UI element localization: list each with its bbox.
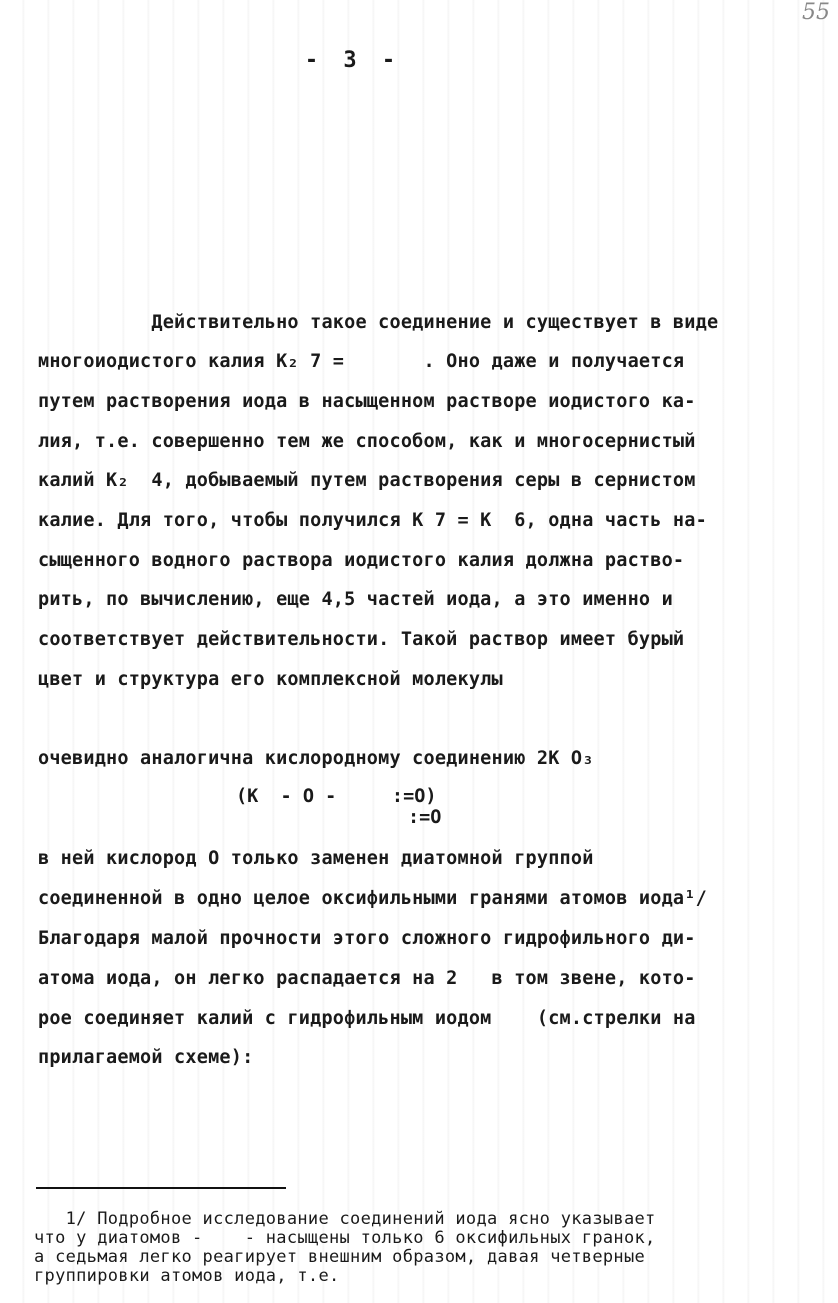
- text-line: очевидно аналогична кислородному соединению 2K O₃: [38, 748, 594, 769]
- text-line: атома иода, он легко распадается на 2 в том звене, кото-: [38, 968, 696, 989]
- text-line: в ней кислород O только заменен диатомной группой: [38, 848, 594, 869]
- footnote-line: что у диатомов - - насыщены только 6 оксифильных гранок,: [34, 1228, 656, 1248]
- text-line: калие. Для того, чтобы получился K 7 = K 6, одна часть на-: [38, 510, 707, 531]
- text-line: соответствует действительности. Такой раствор имеет бурый: [38, 629, 685, 650]
- text-line: цвет и структура его комплексной молекулы: [38, 669, 503, 690]
- footnote-line: а седьмая легко реагирует внешним образом, давая четверные: [34, 1247, 646, 1267]
- text-line: лия, т.е. совершенно тем же способом, как и многосернистый: [38, 431, 696, 452]
- text-line: калий K₂ 4, добываемый путем растворения серы в сернистом: [38, 470, 696, 491]
- page-number: - 3 -: [304, 48, 402, 73]
- text-line: Действительно такое соединение и существует в виде: [38, 312, 719, 333]
- footnote-line: группировки атомов иода, т.е.: [34, 1266, 340, 1286]
- corner-page-mark: 55: [802, 0, 830, 25]
- footnote-divider: [36, 1187, 286, 1189]
- text-line: рое соединяет калий с гидрофильным иодом (см.стрелки на: [38, 1008, 696, 1029]
- text-line: рить, по вычислению, еще 4,5 частей иода, а это именно и: [38, 589, 673, 610]
- text-line: прилагаемой схеме):: [38, 1047, 254, 1068]
- text-line: сыщенного водного раствора иодистого калия должна раство-: [38, 550, 685, 571]
- text-line: соединенной в одно целое оксифильными гранями атомов иода¹/: [38, 888, 707, 909]
- footnote-line: 1/ Подробное исследование соединений иода ясно указывает: [34, 1209, 656, 1229]
- text-line: путем растворения иода в насыщенном растворе иодистого ка-: [38, 391, 696, 412]
- formula-structure-sub: :=O: [408, 807, 442, 828]
- formula-structure: (K - O - :=O): [236, 786, 437, 807]
- text-line: Благодаря малой прочности этого сложного гидрофильного ди-: [38, 928, 696, 949]
- text-line: многоиодистого калия K₂ 7 = . Оно даже и получается: [38, 351, 685, 372]
